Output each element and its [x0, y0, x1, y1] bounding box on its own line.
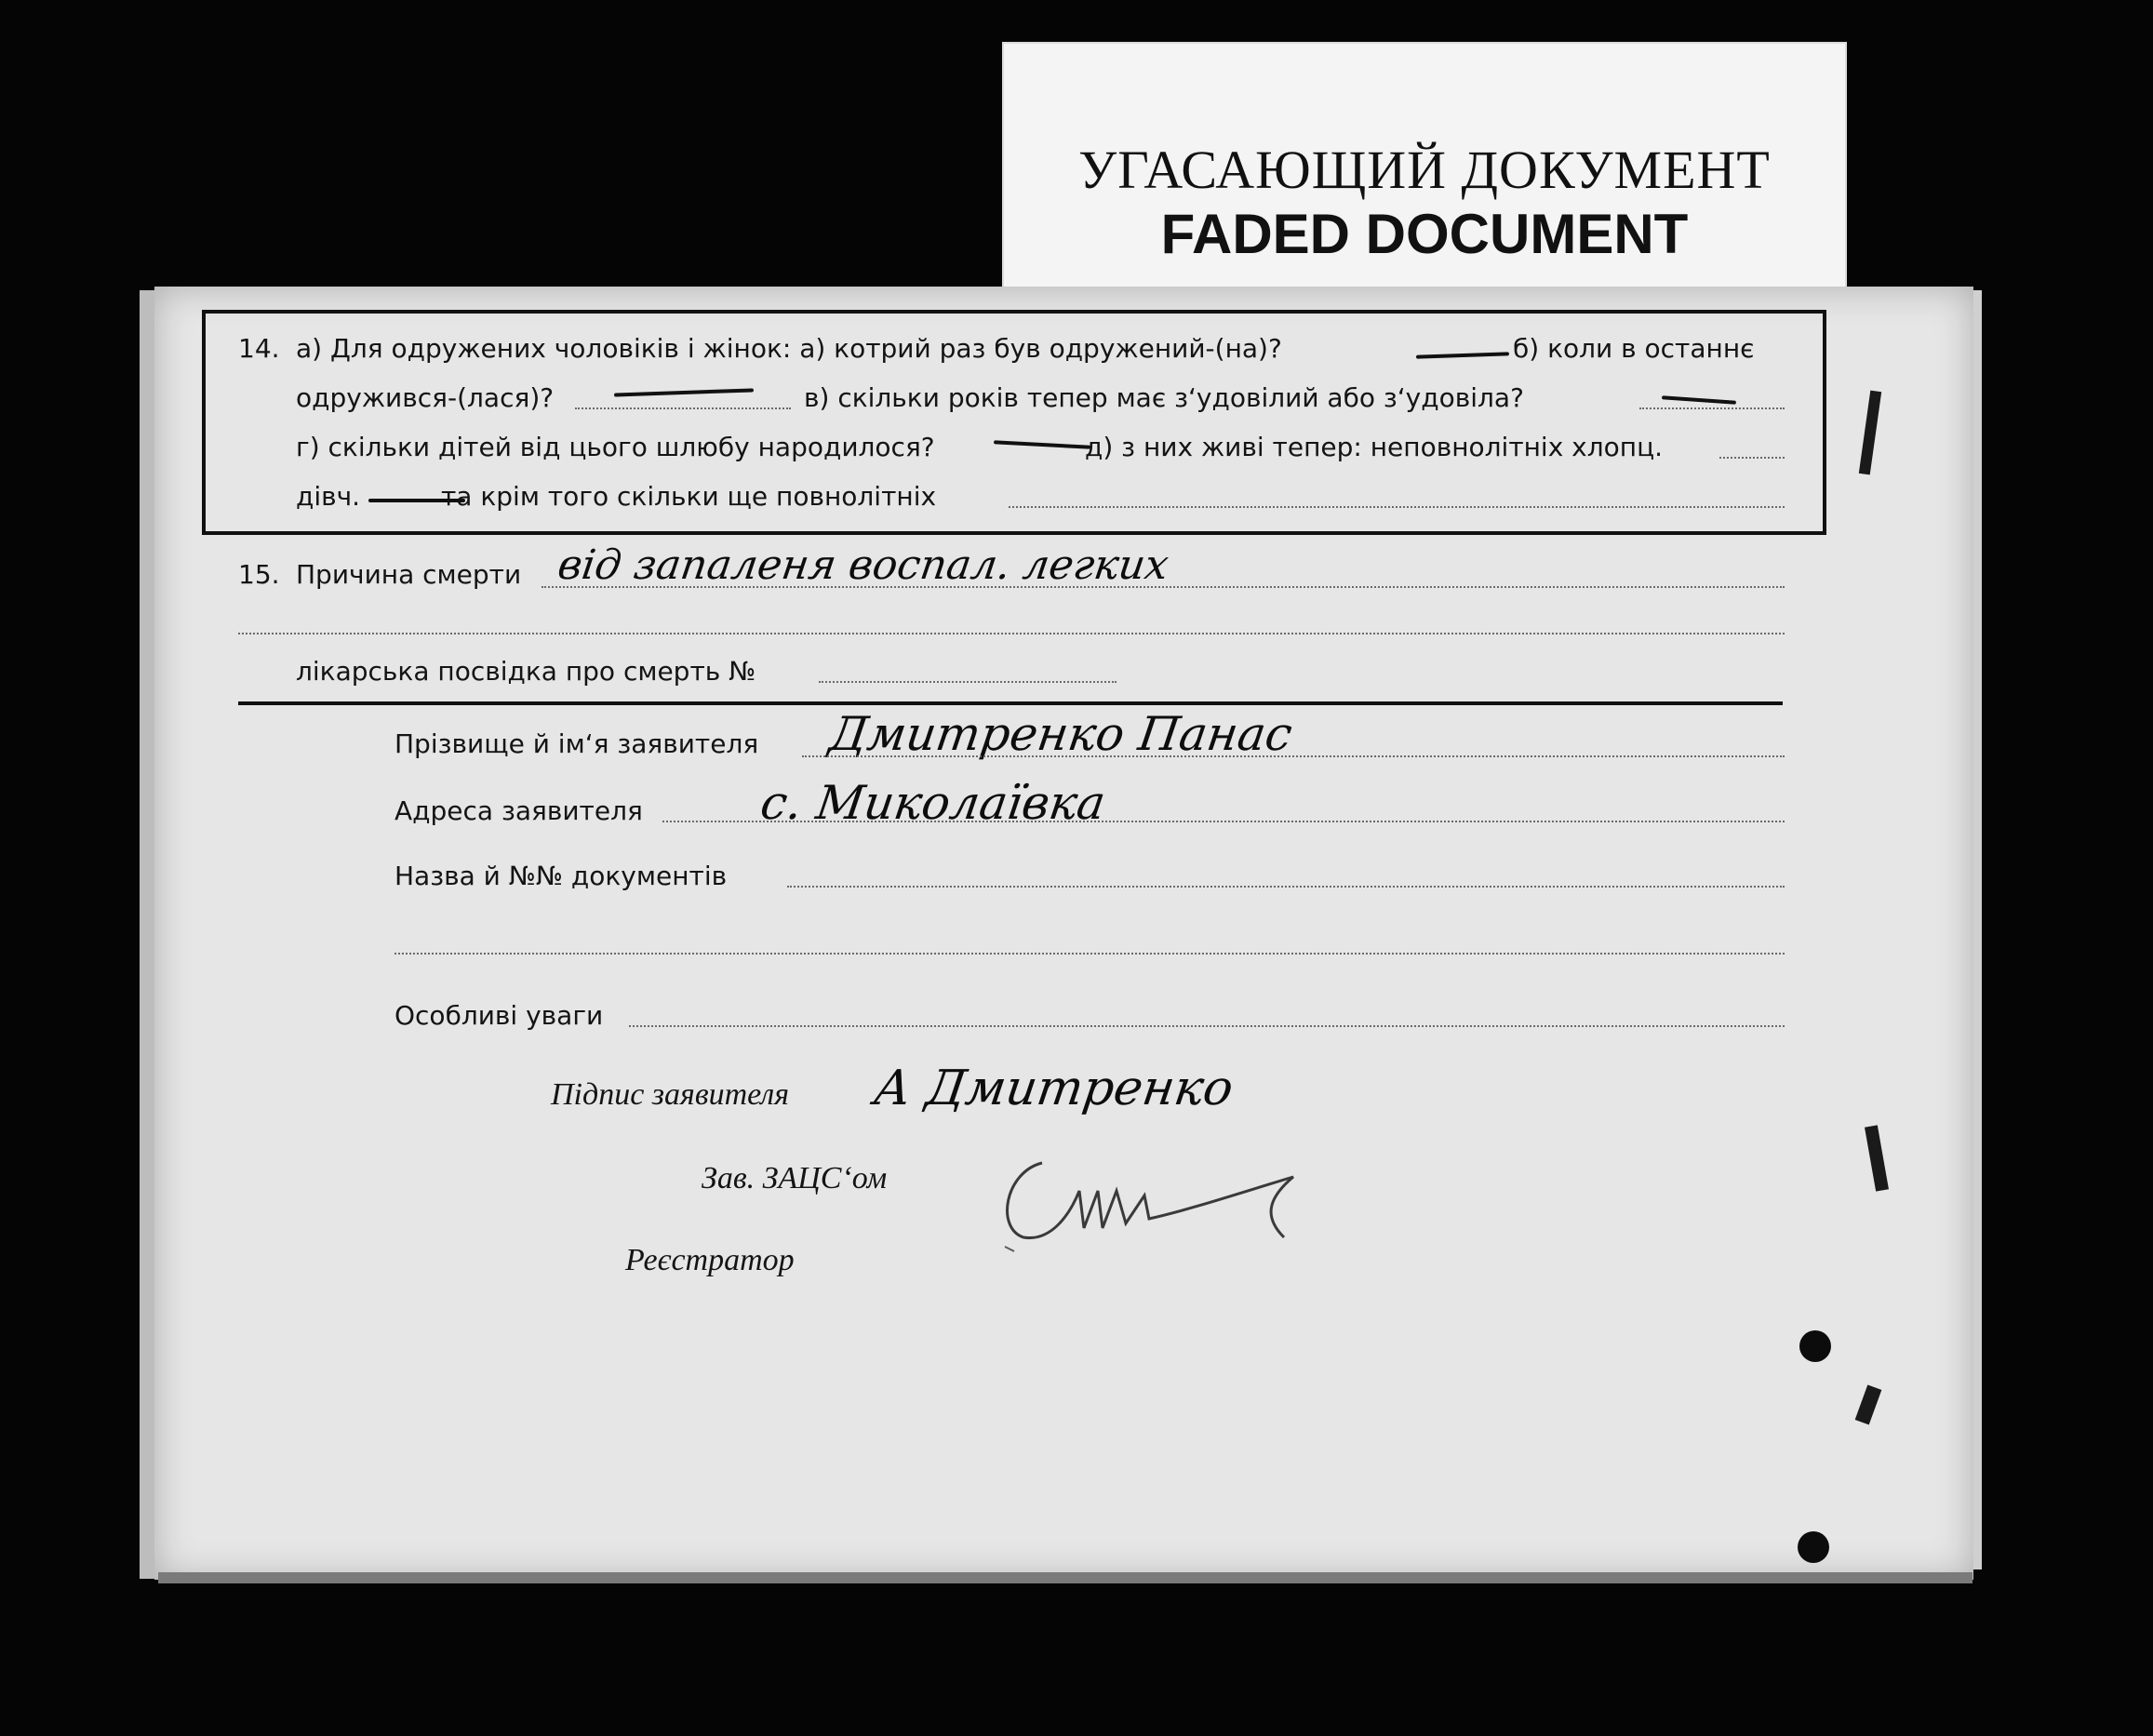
applicant-signature: А Дмитренко	[870, 1061, 1237, 1116]
fill-line	[819, 681, 1117, 683]
fill-line	[1639, 407, 1785, 409]
head-of-registry-label: Зав. ЗАЦС‘ом	[702, 1161, 888, 1195]
card-bottom-shadow	[158, 1572, 1972, 1583]
section-15-number: 15.	[238, 559, 280, 590]
section-14-line1b: б) коли в останнє	[1513, 333, 1755, 364]
head-signature-scribble	[986, 1126, 1377, 1256]
fill-line	[787, 886, 1785, 888]
cause-of-death-value: від запаленя воспал. легких	[555, 541, 1172, 589]
section-divider	[238, 701, 1783, 705]
fill-line	[542, 586, 1785, 588]
applicant-address-value: с. Миколаївка	[756, 776, 1109, 830]
section-14-line3b: д) з них живі тепер: неповнолітніх хлопц.	[1085, 432, 1664, 462]
section-14-line2a: одружився-(лася)?	[296, 382, 555, 413]
fill-line	[238, 633, 1785, 634]
applicant-name-value: Дмитренко Панас	[825, 707, 1296, 761]
fill-line	[662, 821, 1785, 822]
documents-label: Назва й №№ документів	[394, 861, 728, 891]
fill-line	[802, 755, 1785, 757]
registrar-label: Реєстратор	[625, 1243, 795, 1277]
special-notes-label: Особливі уваги	[394, 1000, 604, 1031]
section-14-line1: а) Для одружених чоловіків і жінок: а) котрий раз був одружений-(на)?	[296, 333, 1282, 364]
fill-line	[394, 953, 1785, 955]
fill-line	[629, 1025, 1785, 1027]
section-14-line3a: г) скільки дітей від цього шлюбу народилося?	[296, 432, 935, 462]
fill-line	[1009, 506, 1785, 508]
label-english: FADED DOCUMENT	[1160, 203, 1689, 265]
fill-line	[1719, 457, 1785, 459]
faded-document-label	[1002, 42, 1847, 295]
applicant-signature-label: Підпис заявителя	[551, 1077, 790, 1112]
punch-hole	[1798, 1531, 1829, 1563]
cause-of-death-label: Причина смерти	[296, 559, 522, 590]
section-14-line2b: в) скільки років тепер має з‘удовілий або з‘удовіла?	[804, 382, 1524, 413]
section-14-line4b: та крім того скільки ще повнолітніх	[441, 481, 937, 512]
label-russian: УГАСАЮЩИЙ ДОКУМЕНТ	[1078, 140, 1771, 200]
fill-line	[575, 407, 791, 409]
section-14-line4a: дівч.	[296, 481, 361, 512]
death-certificate-label: лікарська посвідка про смерть №	[296, 656, 756, 687]
section-14-number: 14.	[238, 333, 280, 364]
applicant-address-label: Адреса заявителя	[394, 795, 643, 826]
applicant-name-label: Прізвище й ім‘я заявителя	[394, 728, 759, 759]
punch-hole	[1799, 1330, 1831, 1362]
